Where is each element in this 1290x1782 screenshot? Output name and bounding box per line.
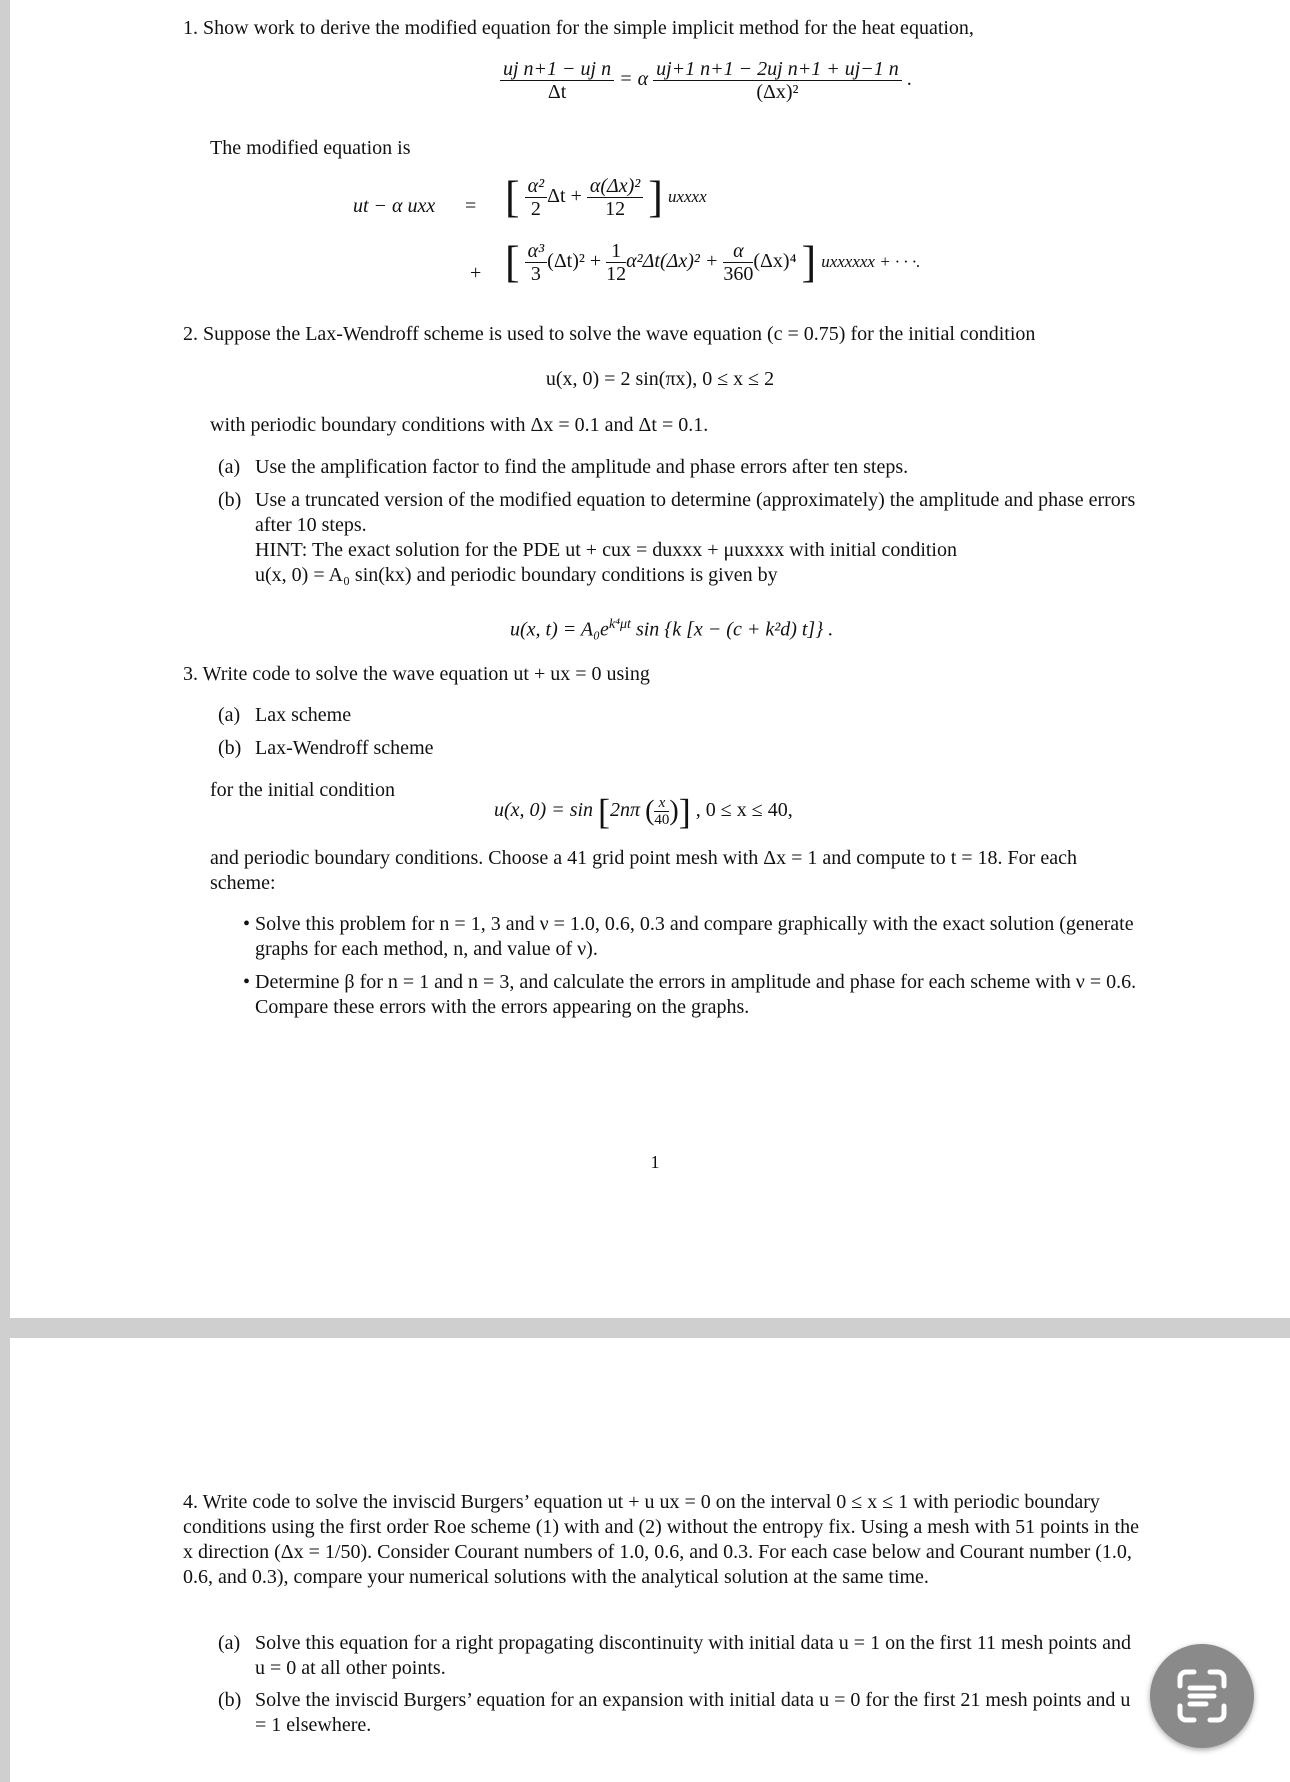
me-t4-rest: α²Δt(Δx)² + (626, 250, 719, 273)
me-t3-num: α³ (525, 240, 548, 263)
q4-b-text: Solve the inviscid Burgers’ equation for an expansion with initial data u = 0 for the first 21 mesh points and u = 1 elsewhere. (255, 1689, 1131, 1736)
bracket-right-2: ] (801, 237, 817, 287)
q3-b-text: Lax-Wendroff scheme (255, 737, 434, 759)
text-scan-icon (1150, 1644, 1254, 1748)
me-t3-den: 3 (530, 263, 541, 285)
page-number: 1 (650, 1152, 660, 1172)
me-t2-num: α(Δx)² (587, 175, 643, 198)
q2-hint-2: u(x, 0) = A₀ sin(kx) and periodic boundary conditions is given by (255, 564, 778, 586)
q4-a-label: (a) (218, 1632, 241, 1654)
q3-ic-tail: , 0 ≤ x ≤ 40, (695, 799, 793, 822)
bracket-right: ] (648, 172, 663, 222)
q3-bullet-1: Solve this problem for n = 1, 3 and ν = 1.0, 0.6, 0.3 and compare graphically with the exact solution (generate graphs for each method, n, and value of ν). (255, 913, 1134, 960)
me-t4-num: 1 (606, 240, 626, 263)
me-u1: uxxxx (667, 187, 707, 207)
me-equals: = (465, 195, 477, 217)
me-t5-rest: (Δx)⁴ (753, 250, 797, 273)
q1-modified-label: The modified equation is (210, 137, 411, 159)
q1-equation (500, 58, 1100, 103)
me-line1 (505, 172, 1025, 222)
q2-hint-1: HINT: The exact solution for the PDE ut + cux = duxxx + μuxxxx with initial condition (255, 539, 957, 561)
q2-sol-exp: k⁴μt (608, 617, 631, 632)
q2-ic: u(x, 0) = 2 sin(πx), 0 ≤ x ≤ 2 (545, 368, 775, 390)
q3-a-text: Lax scheme (255, 704, 352, 726)
me-t5-frac (723, 240, 753, 285)
q1-eq-lhs-num: uj n+1 − uj n (500, 58, 614, 81)
q1-eq-lhs-frac (500, 58, 614, 103)
me-lhs: ut − α uxx (353, 195, 436, 217)
q1-text: 1. Show work to derive the modified equation for the simple implicit method for the heat equation, (183, 17, 974, 39)
me-u2: uxxxxxx + · · ·. (821, 252, 921, 272)
q4-b-label: (b) (218, 1689, 242, 1711)
me-line2 (505, 237, 1065, 287)
q3-ic-frac (654, 795, 669, 828)
q2-b-text: Use a truncated version of the modified equation to determine (approximately) the amplitude and phase errors after 10 steps. (255, 489, 1136, 536)
q2-bc: with periodic boundary conditions with Δx = 0.1 and Δt = 0.1. (210, 414, 709, 436)
q2-b-label: (b) (218, 489, 242, 511)
q3-ic-inner: 2nπ (610, 799, 641, 822)
q1-eq-mid: = α (619, 68, 649, 91)
me-t4-den: 12 (606, 263, 627, 285)
q3-ic-lhs: u(x, 0) = sin (494, 799, 594, 822)
q3-a-label: (a) (218, 704, 241, 726)
me-t5-den: 360 (723, 263, 754, 285)
me-t1-den: 2 (530, 198, 541, 220)
q3-ic-eq (494, 791, 994, 832)
q3-text: 3. Write code to solve the wave equation ut + ux = 0 using (183, 663, 650, 685)
q2-sol-lhs: u(x, t) = A₀e (510, 618, 609, 641)
q3-ic-frac-num: x (654, 795, 669, 812)
bracket-left: [ (505, 172, 520, 222)
bracket-left-2: [ (505, 237, 520, 287)
q3-paren-right: ) (669, 795, 679, 827)
q2-a-label: (a) (218, 456, 241, 478)
q1-eq-lhs-den: Δt (547, 81, 567, 103)
q3-bracket-right: ] (678, 791, 691, 832)
q4-a-text: Solve this equation for a right propagating discontinuity with initial data u = 1 on the first 11 mesh points and u = 0 at all other points. (255, 1632, 1131, 1679)
q1-eq-rhs-num: uj+1 n+1 − 2uj n+1 + uj−1 n (653, 58, 902, 81)
q2-sol-rest: sin {k [x − (c + k²d) t]} . (630, 618, 834, 641)
q3-bullet-2-dot: • (243, 971, 251, 993)
me-t2-frac (587, 175, 643, 220)
q3-b-label: (b) (218, 737, 242, 759)
me-t3-rest: (Δt)² + (547, 250, 602, 273)
q3-paren-left: ( (645, 795, 655, 827)
q1-eq-rhs-frac (653, 58, 902, 103)
q1-eq-end: . (906, 68, 912, 91)
me-t1-rest: Δt + (547, 185, 582, 208)
me-t4-frac (606, 240, 626, 285)
q3-ic-label: for the initial condition (210, 779, 395, 801)
q4-text: 4. Write code to solve the inviscid Burgers’ equation ut + u ux = 0 on the interval 0 ≤ x ≤ 1 with periodic boundary conditions using the first order Roe scheme (1) with and (2) without the entropy fix. Using a mesh with 51 points in the x direction (Δx = 1/50). Consider Courant numbers of 1.0, 0.6, and 0.3. For each case below and Courant number (1.0, 0.6, and 0.3), compare your numerical solutions with the analytical solution at the same time. (183, 1491, 1139, 1588)
q1-eq-rhs-den: (Δx)² (756, 81, 799, 103)
text-scan-button[interactable] (1150, 1644, 1254, 1748)
me-t1-frac (525, 175, 548, 220)
me-t3-frac (525, 240, 548, 285)
q3-ic-frac-den: 40 (654, 812, 670, 828)
q3-bullet-2: Determine β for n = 1 and n = 3, and calculate the errors in amplitude and phase for each scheme with ν = 0.6. Compare these errors with the errors appearing on the graphs. (255, 971, 1137, 1018)
document-page-2 (10, 1338, 1290, 1782)
me-t5-num: α (723, 240, 753, 263)
me-t2-den: 12 (605, 198, 626, 220)
q2-text: 2. Suppose the Lax-Wendroff scheme is used to solve the wave equation (c = 0.75) for the initial condition (183, 323, 1036, 345)
q2-solution (510, 612, 1010, 643)
q3-bracket-left: [ (598, 791, 611, 832)
document-page-1 (10, 0, 1290, 1318)
me-plus: + (470, 262, 482, 284)
q3-mesh: and periodic boundary conditions. Choose a 41 grid point mesh with Δx = 1 and compute to t = 18. For each scheme: (210, 847, 1077, 894)
q2-a-text: Use the amplification factor to find the amplitude and phase errors after ten steps. (255, 456, 909, 478)
me-t1-num: α² (525, 175, 548, 198)
q3-bullet-1-dot: • (243, 913, 251, 935)
